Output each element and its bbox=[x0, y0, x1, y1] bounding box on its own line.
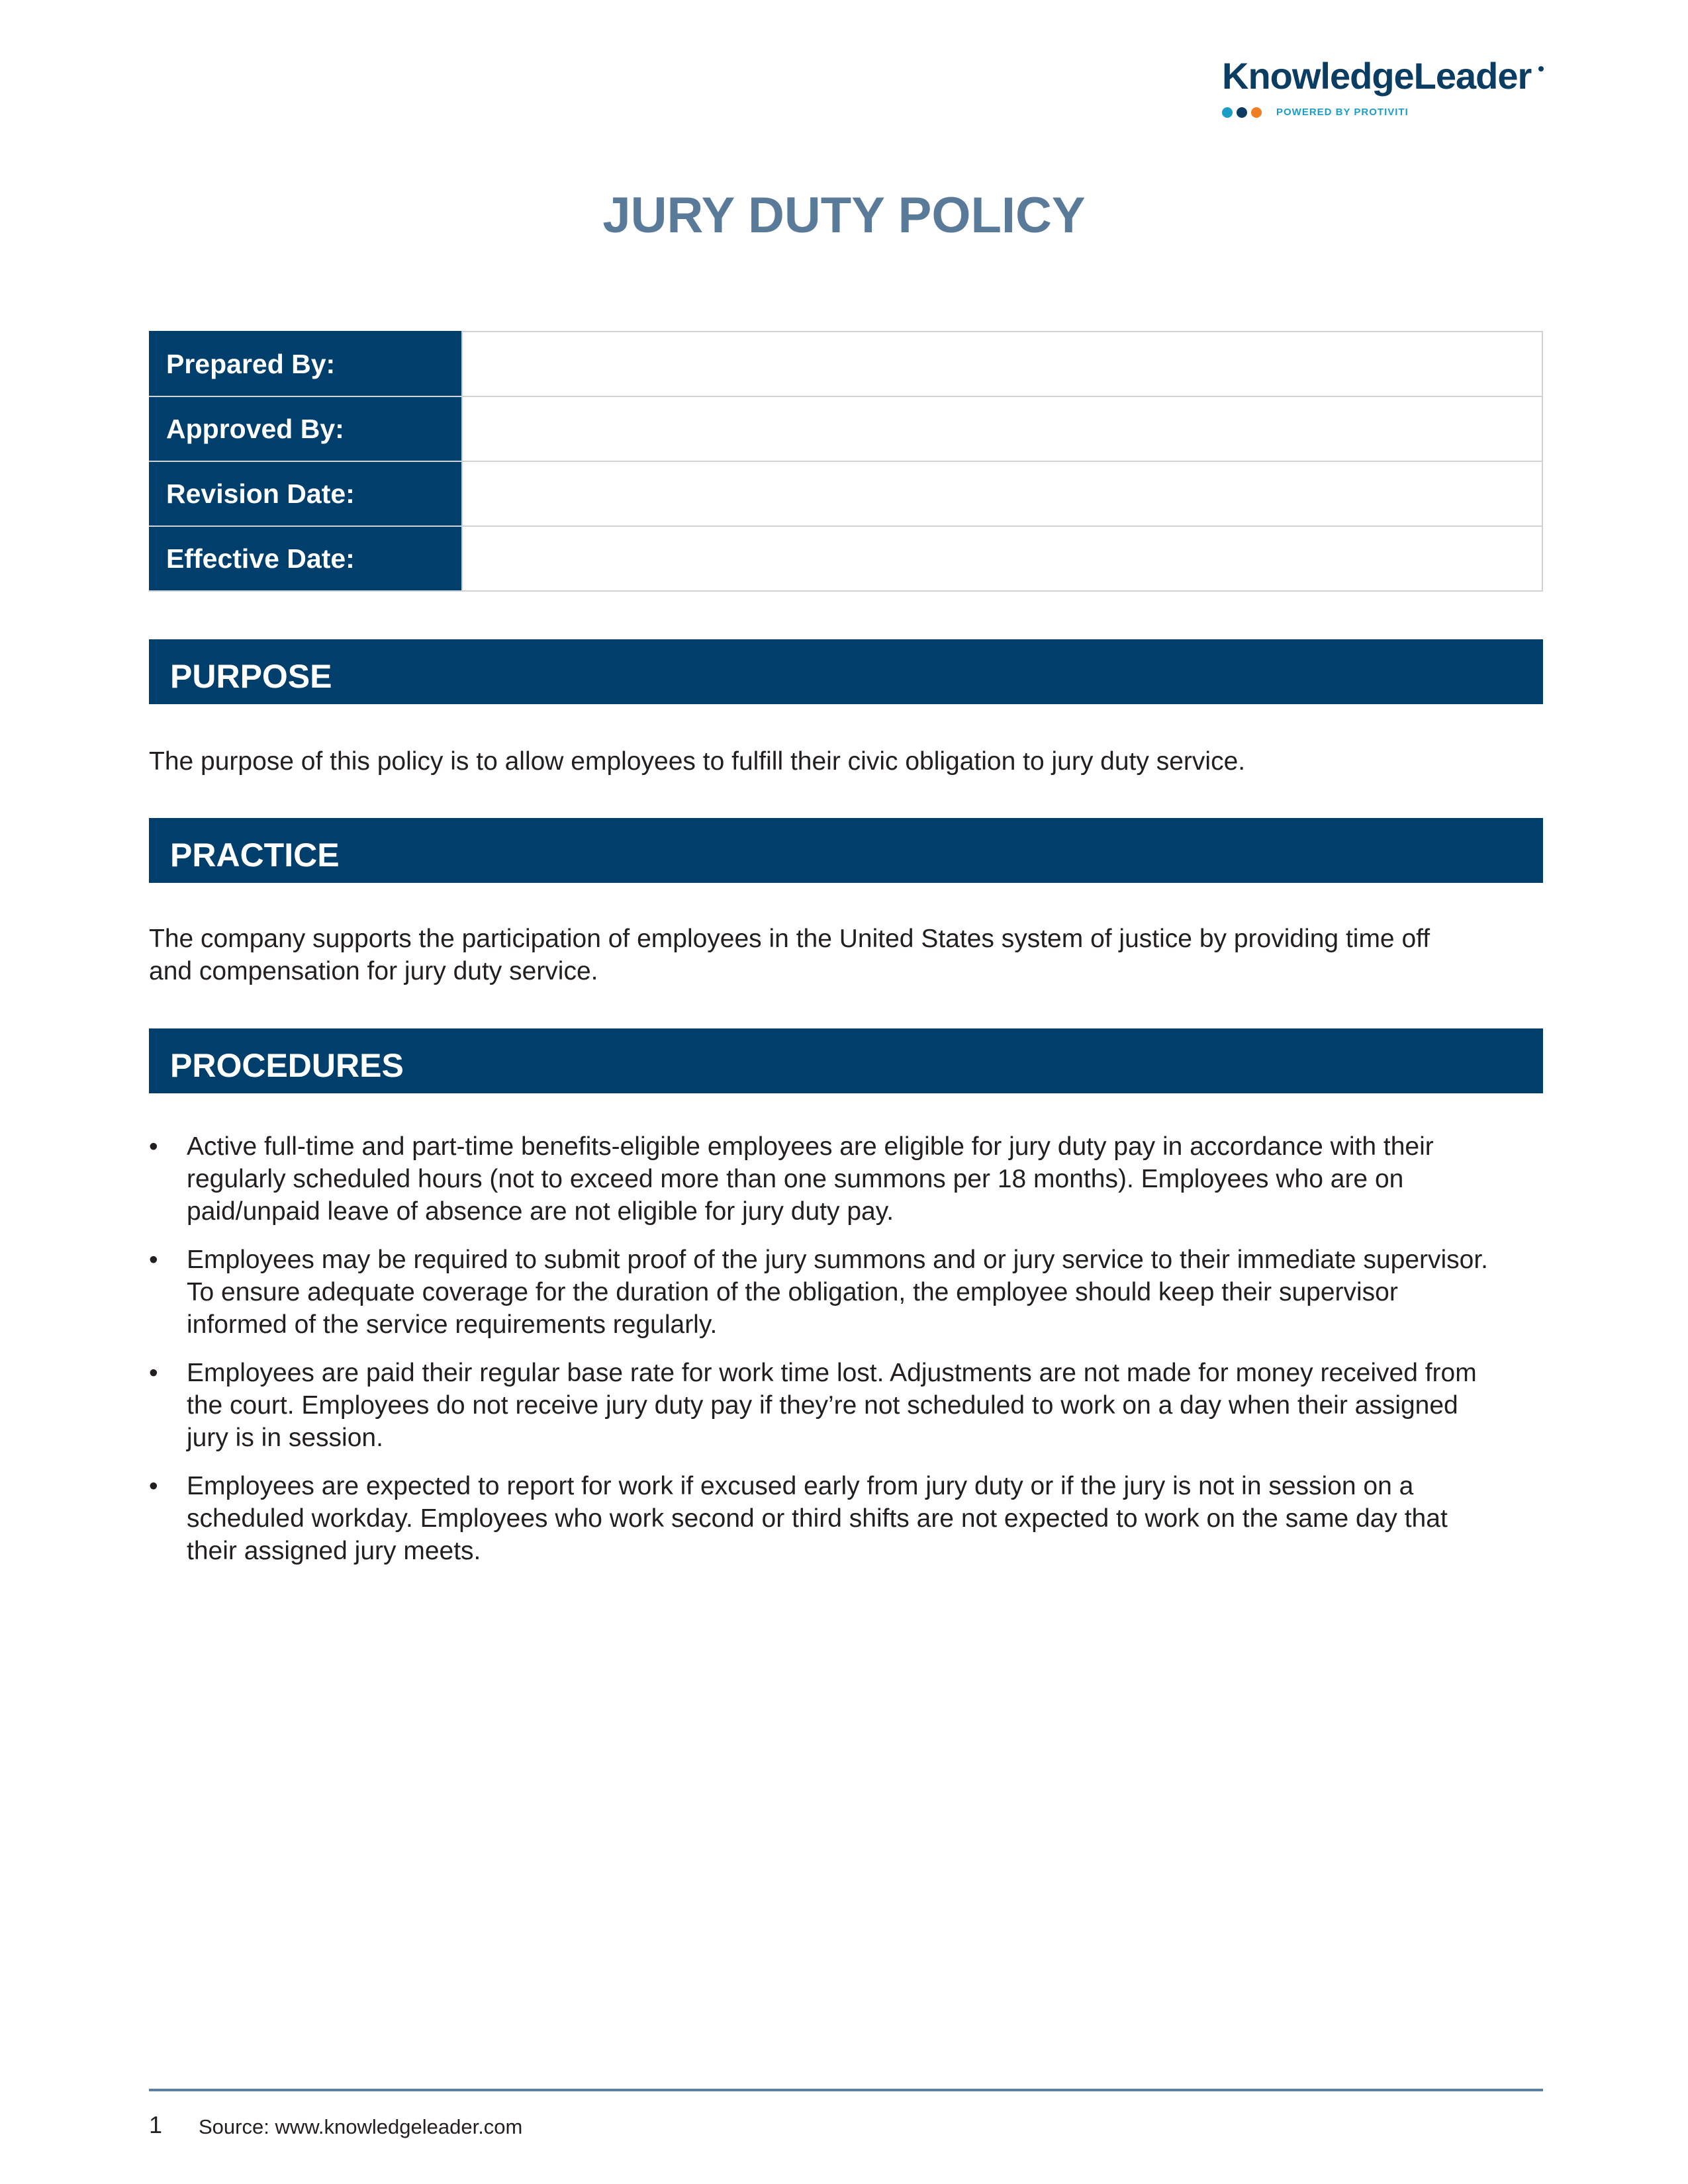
list-item-line: informed of the service requirements regularly. bbox=[187, 1310, 718, 1339]
list-item bbox=[149, 1470, 1546, 1567]
practice-text-line: The company supports the participation of employees in the United States system of justice by providing time off bbox=[149, 925, 1430, 953]
list-item-line: regularly scheduled hours (not to exceed more than one summons per 18 months). Employees who are on bbox=[187, 1165, 1404, 1193]
list-item-line: scheduled workday. Employees who work second or third shifts are not expected to work on the same day that bbox=[187, 1504, 1448, 1533]
footer-divider bbox=[149, 2089, 1543, 2091]
source-text: Source: www.knowledgeleader.com bbox=[199, 2115, 523, 2138]
prepared-by-field[interactable] bbox=[462, 332, 1542, 396]
procedures-list bbox=[149, 1130, 1546, 1583]
bullet-icon: • bbox=[149, 1246, 158, 1274]
table-row bbox=[150, 396, 1542, 461]
list-item-line: To ensure adequate coverage for the duration of the obligation, the employee should keep their supervisor bbox=[187, 1278, 1398, 1306]
list-item-line: paid/unpaid leave of absence are not eligible for jury duty pay. bbox=[187, 1197, 894, 1226]
list-item-line: Employees are paid their regular base rate for work time lost. Adjustments are not made for money received from bbox=[187, 1359, 1477, 1387]
procedures-heading: PROCEDURES bbox=[149, 1028, 1543, 1093]
approved-by-label: Approved By: bbox=[150, 396, 462, 461]
list-item-line: jury is in session. bbox=[187, 1424, 383, 1452]
list-item-line: Employees may be required to submit proof of the jury summons and or jury service to their immediate supervisor. bbox=[187, 1246, 1489, 1274]
list-item bbox=[149, 1357, 1546, 1454]
approved-by-field[interactable] bbox=[462, 396, 1542, 461]
document-title: JURY DUTY POLICY bbox=[602, 187, 1086, 244]
practice-text-line: and compensation for jury duty service. bbox=[149, 957, 598, 985]
page-number: 1 bbox=[149, 2111, 163, 2138]
table-row bbox=[150, 461, 1542, 526]
bullet-icon: • bbox=[149, 1132, 158, 1161]
registered-mark-icon bbox=[1538, 66, 1544, 71]
list-item-line: the court. Employees do not receive jury duty pay if they’re not scheduled to work on a day when their assigned bbox=[187, 1391, 1458, 1420]
list-item bbox=[149, 1244, 1546, 1341]
list-item bbox=[149, 1130, 1546, 1228]
knowledgeleader-logo bbox=[1222, 54, 1540, 127]
revision-date-label: Revision Date: bbox=[150, 461, 462, 526]
bullet-icon: • bbox=[149, 1359, 158, 1387]
list-item-line: Employees are expected to report for work if excused early from jury duty or if the jury is not in session on a bbox=[187, 1472, 1414, 1500]
document-info-table bbox=[149, 331, 1543, 592]
table-row bbox=[150, 526, 1542, 591]
purpose-text: The purpose of this policy is to allow employees to fulfill their civic obligation to jury duty service. bbox=[149, 747, 1246, 776]
effective-date-field[interactable] bbox=[462, 526, 1542, 591]
table-row bbox=[150, 332, 1542, 396]
logo-wordmark: KnowledgeLeader bbox=[1222, 55, 1532, 97]
purpose-heading: PURPOSE bbox=[149, 639, 1543, 704]
list-item-line: their assigned jury meets. bbox=[187, 1537, 481, 1565]
practice-heading: PRACTICE bbox=[149, 818, 1543, 883]
prepared-by-label: Prepared By: bbox=[150, 332, 462, 396]
list-item-line: Active full-time and part-time benefits-eligible employees are eligible for jury duty pay in accordance with their bbox=[187, 1132, 1434, 1161]
revision-date-field[interactable] bbox=[462, 461, 1542, 526]
effective-date-label: Effective Date: bbox=[150, 526, 462, 591]
logo-tagline: POWERED BY PROTIVITI bbox=[1276, 107, 1409, 118]
practice-text bbox=[149, 923, 1543, 987]
bullet-icon: • bbox=[149, 1472, 158, 1500]
